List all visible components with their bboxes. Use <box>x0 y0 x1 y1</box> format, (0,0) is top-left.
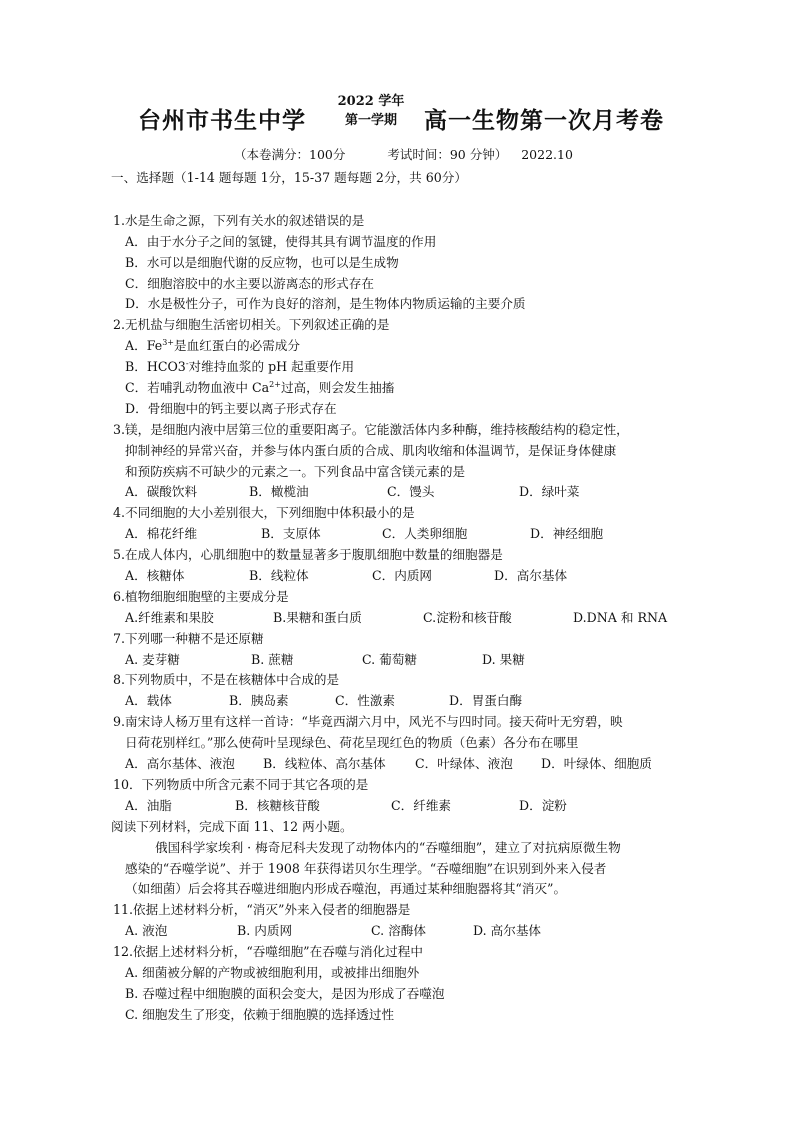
q12-option-c: C. 细胞发生了形变，依赖于细胞膜的选择透过性 <box>125 1006 395 1022</box>
q11-option-b: B. 内质网 <box>237 923 293 939</box>
year-top: 2022 学年 <box>337 94 405 109</box>
q2-option-a: A．$Fe^{3+}$是血红蛋白的必需成分 <box>125 338 300 354</box>
q2-option-d: D．骨细胞中的钙主要以离子形式存在 <box>125 400 337 416</box>
q6-stem: 6.植物细胞细胞壁的主要成分是 <box>113 588 289 604</box>
q9-option-a: A．高尔基体、液泡 <box>125 756 235 772</box>
q9-option-c: C．叶绿体、液泡 <box>415 756 513 772</box>
q10-option-c: C．纤维素 <box>391 797 452 813</box>
q6-option-a: A.纤维素和果胶 <box>125 609 214 625</box>
q3-option-b: B．橄榄油 <box>249 484 309 500</box>
q9-stem: 9.南宋诗人杨万里有这样一首诗：“毕竟西湖六月中，风光不与四时同。接天荷叶无穷碧，映 <box>113 714 623 730</box>
q8-option-c: C．性激素 <box>335 693 396 709</box>
reading-paragraph-cont: （如细菌）后会将其吞噬进细胞内形成吞噬泡，再通过某种细胞器将其“消灭”。 <box>125 881 567 897</box>
q11-stem: 11.依据上述材料分析，“消灭”外来入侵者的细胞器是 <box>113 902 411 918</box>
q8-option-a: A．载体 <box>125 693 172 709</box>
q4-options <box>113 524 703 545</box>
q3-option-c: C．馒头 <box>387 484 435 500</box>
exam-content <box>113 168 703 1026</box>
q8-options <box>113 691 703 712</box>
exam-info <box>234 145 583 163</box>
q11-option-d: D. 高尔基体 <box>473 923 542 939</box>
exam-date: 2022.10 <box>521 147 573 162</box>
q6-options <box>113 608 703 629</box>
q4-stem: 4.不同细胞的大小差别很大，下列细胞中体积最小的是 <box>113 505 415 521</box>
q8-option-d: D．胃蛋白酶 <box>449 693 523 709</box>
q4-option-a: A．棉花纤维 <box>125 526 198 542</box>
q2-option-c: C．若哺乳动物血液中 $Ca^{2+}$过高，则会发生抽搐 <box>125 379 395 396</box>
q4-option-c: C．人类卵细胞 <box>382 526 468 542</box>
q1-option-d: D．水是极性分子，可作为良好的溶剂，是生物体内物质运输的主要介质 <box>125 296 526 312</box>
q5-option-d: D．高尔基体 <box>494 568 568 584</box>
q11-option-c: C. 溶酶体 <box>371 923 426 939</box>
reading-paragraph-cont: 感染的“吞噬学说”、并于 1908 年获得诺贝尔生理学。“吞噬细胞”在识别到外来入侵者 <box>125 860 607 876</box>
full-score: （本卷满分：100分 <box>234 147 346 162</box>
school-name: 台州市书生中学 <box>138 107 306 134</box>
q6-option-d: D.DNA 和 RNA <box>573 609 668 625</box>
q10-stem: 10．下列物质中所含元素不同于其它各项的是 <box>113 776 369 792</box>
q9-stem-cont: 日荷花别样红。”那么使荷叶呈现绿色、荷花呈现红色的物质（色素）各分布在哪里 <box>125 735 579 751</box>
q11-options <box>113 921 703 942</box>
q10-options <box>113 796 703 817</box>
section-heading: 一、选择题（1-14 题每题 1分，15-37 题每题 2分，共 60分） <box>111 170 467 185</box>
q3-stem: 3.镁，是细胞内液中居第三位的重要阳离子。它能激活体内多种酶，维持核酸结构的稳定性， <box>113 421 629 437</box>
q1-option-c: C．细胞溶胶中的水主要以游离态的形式存在 <box>125 275 374 291</box>
q8-option-b: B．胰岛素 <box>229 693 289 709</box>
q12-stem: 12.依据上述材料分析，“吞噬细胞”在吞噬与消化过程中 <box>113 944 423 960</box>
q9-option-b: B．线粒体、高尔基体 <box>263 756 386 772</box>
q7-option-b: B. 蔗糖 <box>251 651 294 667</box>
q4-option-b: B．支原体 <box>261 526 321 542</box>
q2-stem: 2.无机盐与细胞生活密切相关。下列叙述正确的是 <box>113 317 390 333</box>
q3-stem-cont: 和预防疾病不可缺少的元素之一。下列食品中富含镁元素的是 <box>125 463 466 479</box>
title-block <box>0 92 794 138</box>
q6-option-c: C.淀粉和核苷酸 <box>423 609 512 625</box>
q10-option-d: D．淀粉 <box>519 797 567 813</box>
q3-option-a: A．碳酸饮料 <box>125 484 198 500</box>
exam-title: 高一生物第一次月考卷 <box>424 107 664 134</box>
q3-option-d: D．绿叶菜 <box>519 484 580 500</box>
q7-option-a: A. 麦芽糖 <box>125 651 180 667</box>
year-bottom: 第一学期 <box>344 113 397 128</box>
q2-option-b: B．HCO3-对维持血浆的 pH 起重要作用 <box>125 358 355 375</box>
q10-option-a: A．油脂 <box>125 797 172 813</box>
q5-option-b: B．线粒体 <box>249 568 309 584</box>
q7-option-c: C. 葡萄糖 <box>362 651 417 667</box>
q7-options <box>113 650 703 671</box>
q5-stem: 5.在成人体内，心肌细胞中的数量显著多于腹肌细胞中数量的细胞器是 <box>113 547 503 563</box>
q7-option-d: D. 果糖 <box>482 651 525 667</box>
semester-label <box>326 92 416 130</box>
q9-options <box>113 754 703 775</box>
q5-option-c: C．内质网 <box>372 568 433 584</box>
q8-stem: 8.下列物质中，不是在核糖体中合成的是 <box>113 672 340 688</box>
q5-option-a: A．核糖体 <box>125 568 185 584</box>
reading-intro: 阅读下列材料，完成下面 11、12 两小题。 <box>111 818 353 834</box>
q12-option-a: A. 细菌被分解的产物或被细胞利用，或被排出细胞外 <box>125 964 420 980</box>
q3-options <box>113 482 703 503</box>
q4-option-d: D．神经细胞 <box>530 526 604 542</box>
q1-stem: 1.水是生命之源，下列有关水的叙述错误的是 <box>113 212 365 228</box>
reading-paragraph: 俄国科学家埃利 · 梅奇尼科夫发现了动物体内的“吞噬细胞”，建立了对抗病原微生物 <box>155 839 621 855</box>
q3-stem-cont: 抑制神经的异常兴奋，并参与体内蛋白质的合成、肌肉收缩和体温调节，是保证身体健康 <box>125 442 617 458</box>
q12-option-b: B. 吞噬过程中细胞膜的面积会变大，是因为形成了吞噬泡 <box>125 985 445 1001</box>
q1-option-a: A．由于水分子之间的氢键，使得其具有调节温度的作用 <box>125 233 437 249</box>
q11-option-a: A. 液泡 <box>125 923 168 939</box>
q1-option-b: B．水可以是细胞代谢的反应物，也可以是生成物 <box>125 254 399 270</box>
q6-option-b: B.果糖和蛋白质 <box>273 609 362 625</box>
q5-options <box>113 566 703 587</box>
q10-option-b: B．核糖核苷酸 <box>235 797 320 813</box>
q9-option-d: D．叶绿体、细胞质 <box>541 756 652 772</box>
exam-time: 考试时间：90 分钟） <box>387 147 508 162</box>
q7-stem: 7.下列哪一种糖不是还原糖 <box>113 630 264 646</box>
